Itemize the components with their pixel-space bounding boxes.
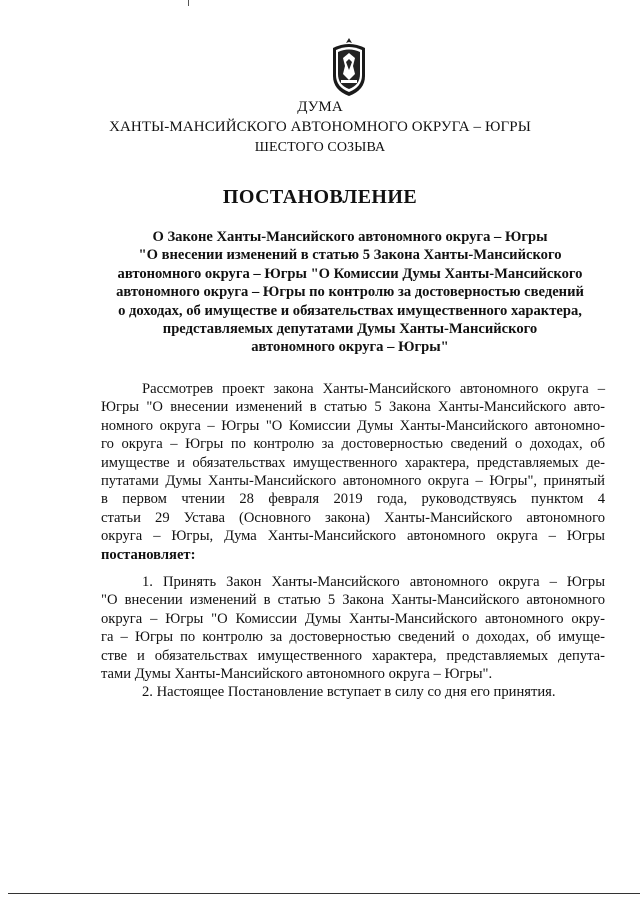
- document-type-title: ПОСТАНОВЛЕНИЕ: [222, 186, 418, 208]
- subject-line: автономного округа – Югры": [251, 339, 449, 356]
- resolves-line: [101, 546, 605, 564]
- item-1-line: га – Югры по контролю за достоверностью сведений о доходах, об имуще-: [101, 629, 605, 646]
- preamble-line: Югры "О внесении изменений в статью 5 Закона Ханты-Мансийского авто-: [101, 399, 605, 416]
- item-1-line: 1. Принять Закон Ханты-Мансийского автономного округа – Югры: [142, 574, 605, 590]
- preamble-line: путатами Думы Ханты-Мансийского автономного округа – Югры", принятый: [101, 472, 605, 489]
- scan-mark: [188, 0, 189, 6]
- preamble-paragraph: [101, 380, 605, 564]
- item-1-line: тами Думы Ханты-Мансийского автономного округа – Югры".: [101, 665, 493, 682]
- header-convocation: ШЕСТОГО СОЗЫВА: [254, 140, 386, 155]
- resolution-subject: [95, 228, 605, 357]
- subject-line: о доходах, об имуществе и обязательствах имущественного характера,: [118, 302, 582, 319]
- preamble-line: го округа – Югры по контролю за достоверностью сведений о доходах, об: [101, 436, 605, 453]
- subject-line: О Законе Ханты-Мансийского автономного округа – Югры: [152, 229, 548, 245]
- coat-of-arms-emblem: [328, 36, 370, 98]
- subject-line: "О внесении изменений в статью 5 Закона Ханты-Мансийского: [138, 247, 562, 264]
- item-1-line: стве и обязательствах имущественного характера, представляемых депута-: [101, 647, 605, 664]
- header-org: ДУМА: [297, 99, 343, 115]
- preamble-line: имуществе и обязательствах имущественного характера, представляемых де-: [101, 454, 605, 471]
- item-1-paragraph: [101, 573, 605, 702]
- bottom-rule: [8, 893, 640, 894]
- item-2-line: 2. Настоящее Постановление вступает в силу со дня его принятия.: [142, 684, 556, 701]
- subject-line: представляемых депутатами Думы Ханты-Мансийского: [162, 321, 538, 338]
- preamble-line: Рассмотрев проект закона Ханты-Мансийского автономного округа –: [142, 381, 605, 397]
- item-1-line: округа – Югры "О Комиссии Думы Ханты-Мансийского автономного окру-: [101, 610, 605, 627]
- preamble-line: округа – Югры, Дума Ханты-Мансийского автономного округа – Югры: [101, 528, 605, 545]
- preamble-line: статьи 29 Устава (Основного закона) Ханты-Мансийского автономного: [101, 509, 605, 526]
- preamble-line: номного округа – Югры "О Комиссии Думы Ханты-Мансийского автономно-: [101, 417, 605, 434]
- subject-line: автономного округа – Югры "О Комиссии Думы Ханты-Мансийского: [117, 265, 583, 282]
- resolves-word: постановляет:: [101, 546, 196, 563]
- header-region: ХАНТЫ-МАНСИЙСКОГО АВТОНОМНОГО ОКРУГА – ЮГРЫ: [109, 119, 531, 135]
- subject-line: автономного округа – Югры по контролю за достоверностью сведений: [116, 284, 584, 301]
- item-1-line: "О внесении изменений в статью 5 Закона Ханты-Мансийского автономного: [101, 592, 605, 609]
- preamble-line: в первом чтении 28 февраля 2019 года, руководствуясь пунктом 4: [101, 491, 605, 508]
